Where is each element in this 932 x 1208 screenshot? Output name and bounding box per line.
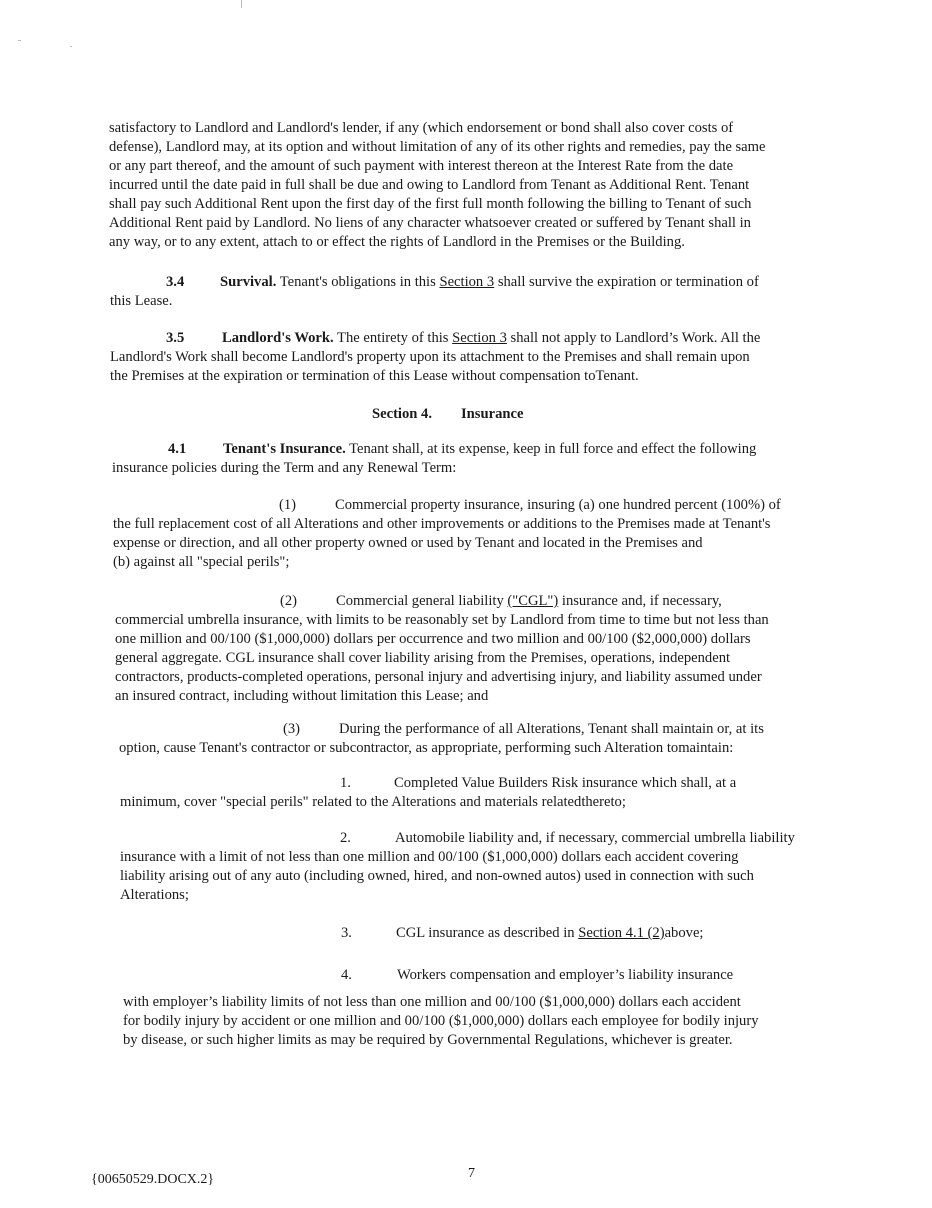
- text-line: insurance with a limit of not less than one million and 00/100 ($1,000,000) dollars each accident covering: [120, 849, 739, 865]
- scan-mark: [18, 40, 21, 41]
- insurance-item-3: [119, 720, 829, 758]
- item-marker: (3): [283, 721, 301, 737]
- text-line: [110, 273, 826, 292]
- alteration-requirement-4: [341, 966, 821, 985]
- item-marker: 4.: [341, 967, 352, 983]
- item-marker: (1): [279, 497, 297, 513]
- section-4-1: [112, 440, 824, 478]
- defined-term: ("CGL"): [507, 593, 559, 609]
- text-line: by disease, or such higher limits as may be required by Governmental Regulations, whichever is greater.: [123, 1032, 733, 1048]
- text-line: the Premises at the expiration or termination of this Lease without compensation toTenant.: [110, 368, 639, 384]
- section-3-4: [110, 273, 826, 311]
- section-reference: Section 3: [452, 330, 507, 346]
- scan-mark: [70, 46, 72, 47]
- section-4-heading: [372, 405, 572, 424]
- text-line: shall pay such Additional Rent upon the first day of the first full month following the billing to Tenant of such: [109, 196, 752, 212]
- text-span: Workers compensation and employer’s liability insurance: [397, 967, 734, 983]
- text-span: Commercial general liability: [336, 593, 508, 609]
- item-marker: 2.: [340, 830, 351, 846]
- text-line: Alterations;: [120, 887, 189, 903]
- alteration-requirement-1: [120, 774, 829, 812]
- text-line: one million and 00/100 ($1,000,000) dollars per occurrence and two million and 00/100 ($2,000,000) dollars: [115, 631, 751, 647]
- text-line: [341, 924, 821, 943]
- item-marker: 3.: [341, 925, 352, 941]
- text-span: During the performance of all Alterations, Tenant shall maintain or, at its: [339, 721, 764, 737]
- alteration-requirement-2: [120, 829, 831, 905]
- alteration-requirement-3: [341, 924, 821, 943]
- text-span: The entirety of this: [333, 330, 453, 346]
- section-heading: Survival.: [220, 274, 277, 290]
- text-span: insurance and, if necessary,: [558, 593, 722, 609]
- section-heading: Landlord's Work.: [222, 330, 334, 346]
- document-id: {00650529.DOCX.2}: [91, 1172, 215, 1187]
- text-line: [120, 829, 831, 848]
- text-line: [120, 774, 829, 793]
- text-line: insurance policies during the Term and any Renewal Term:: [112, 460, 457, 476]
- insurance-item-2: [115, 592, 829, 706]
- text-line: general aggregate. CGL insurance shall cover liability arising from the Premises, operations, independent: [115, 650, 731, 666]
- section-heading: Tenant's Insurance.: [223, 441, 346, 457]
- section-3-5: [110, 329, 826, 386]
- section-number: 3.4: [166, 274, 185, 290]
- insurance-item-1: [113, 496, 829, 572]
- text-line: [110, 329, 826, 348]
- section-number: 4.1: [168, 441, 187, 457]
- text-span: Completed Value Builders Risk insurance which shall, at a: [394, 775, 737, 791]
- text-line: an insured contract, including without limitation this Lease; and: [115, 688, 489, 704]
- text-line: [113, 496, 829, 515]
- text-span: shall not apply to Landlord’s Work. All the: [506, 330, 761, 346]
- text-line: minimum, cover "special perils" related to the Alterations and materials relatedthereto;: [120, 794, 626, 810]
- text-span: Tenant shall, at its expense, keep in full force and effect the following: [345, 441, 757, 457]
- page-number: 7: [468, 1166, 475, 1181]
- text-line: for bodily injury by accident or one million and 00/100 ($1,000,000) dollars each employee for bodily injury: [123, 1013, 759, 1029]
- section-reference: Section 4.1 (2): [578, 925, 665, 941]
- text-line: Landlord's Work shall become Landlord's property upon its attachment to the Premises and shall remain upon: [110, 349, 750, 365]
- text-line: [119, 720, 829, 739]
- text-line: or any part thereof, and the amount of such payment with interest thereon at the Interest Rate from the date: [109, 158, 734, 174]
- text-span: shall survive the expiration or termination of: [494, 274, 759, 290]
- item-marker: (2): [280, 593, 298, 609]
- text-span: CGL insurance as described in: [396, 925, 579, 941]
- text-line: option, cause Tenant's contractor or subcontractor, as appropriate, performing such Alteration tomaintain:: [119, 740, 734, 756]
- text-line: [112, 440, 824, 459]
- section-label: Section 4.: [372, 406, 432, 422]
- text-line: [115, 592, 829, 611]
- text-line: defense), Landlord may, at its option and without limitation of any of its other rights and remedies, pay the same: [109, 139, 766, 155]
- text-line: with employer’s liability limits of not less than one million and 00/100 ($1,000,000) dollars each accident: [123, 994, 741, 1010]
- text-span: Automobile liability and, if necessary, commercial umbrella liability: [395, 830, 795, 846]
- section-reference: Section 3: [439, 274, 495, 290]
- text-line: Additional Rent paid by Landlord. No liens of any character whatsoever created or suffered by Tenant shall in: [109, 215, 751, 231]
- text-line: commercial umbrella insurance, with limits to be reasonably set by Landlord from time to time but not less than: [115, 612, 769, 628]
- text-span: Tenant's obligations in this: [276, 274, 440, 290]
- text-line: incurred until the date paid in full shall be due and owing to Landlord from Tenant as Additional Rent. Tenant: [109, 177, 750, 193]
- scan-mark: [241, 0, 242, 8]
- carryover-paragraph: [109, 119, 825, 252]
- text-line: (b) against all "special perils";: [113, 554, 290, 570]
- text-span: Commercial property insurance, insuring (a) one hundred percent (100%) of: [335, 497, 781, 513]
- text-span: above;: [664, 925, 704, 941]
- item-marker: 1.: [340, 775, 351, 791]
- section-number: 3.5: [166, 330, 185, 346]
- text-line: contractors, products-completed operations, personal injury and advertising injury, and liability assumed under: [115, 669, 762, 685]
- text-line: this Lease.: [110, 293, 173, 309]
- text-line: satisfactory to Landlord and Landlord's lender, if any (which endorsement or bond shall also cover costs of: [109, 120, 734, 136]
- text-line: any way, or to any extent, attach to or effect the rights of Landlord in the Premises or the Building.: [109, 234, 685, 250]
- text-line: [341, 966, 821, 985]
- text-line: the full replacement cost of all Alterations and other improvements or additions to the Premises made at Tenant's: [113, 516, 771, 532]
- text-line: liability arising out of any auto (including owned, hired, and non-owned autos) used in connection with such: [120, 868, 754, 884]
- text-line: expense or direction, and all other property owned or used by Tenant and located in the Premises and: [113, 535, 703, 551]
- alteration-requirement-4-continued: [123, 993, 839, 1050]
- section-title: Insurance: [461, 406, 524, 422]
